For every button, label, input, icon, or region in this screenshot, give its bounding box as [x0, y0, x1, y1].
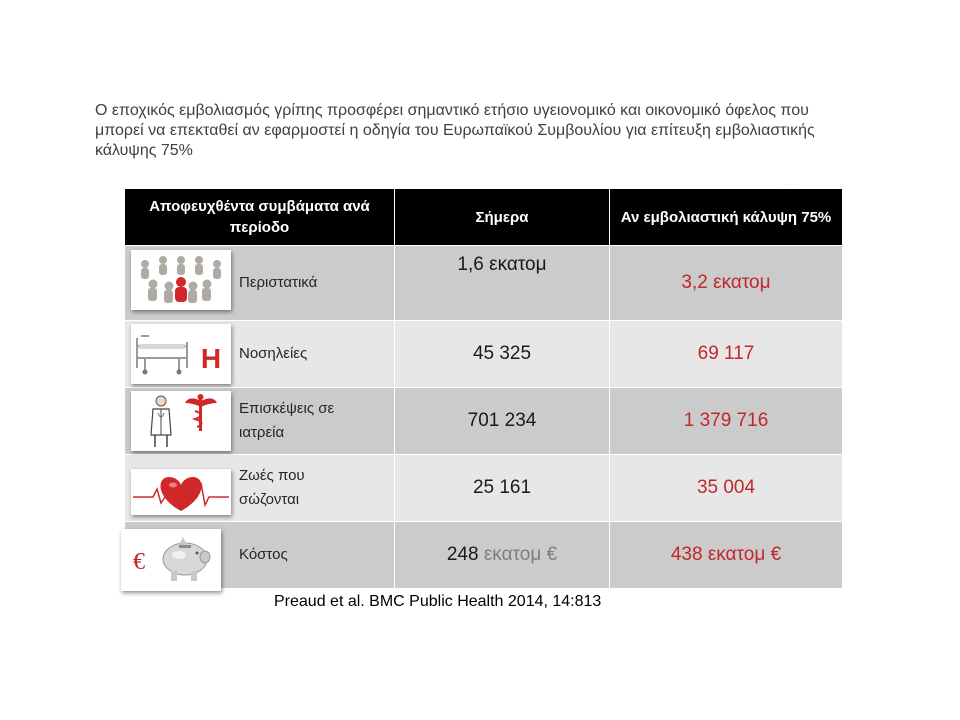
coverage-value: 3,2 εκατομ — [610, 246, 843, 321]
crowd-icon — [131, 250, 231, 310]
table-row — [125, 388, 843, 455]
row-label: Περιστατικά — [239, 274, 318, 291]
category-cell — [125, 522, 395, 589]
row-label: Επισκέψεις σε ιατρεία — [239, 400, 335, 441]
coverage-value: 35 004 — [610, 455, 843, 522]
table-row — [125, 455, 843, 522]
today-value: 45 325 — [395, 321, 610, 388]
header-coverage: Αν εμβολιαστική κάλυψη 75% — [610, 189, 843, 246]
row-label: Ζωές που σώζονται — [239, 467, 305, 508]
hospital-letter: H — [200, 343, 222, 374]
piggy-bank-icon — [121, 529, 221, 591]
citation: Preaud et al. BMC Public Health 2014, 14:813 — [274, 593, 602, 610]
table-row — [125, 321, 843, 388]
today-value: 701 234 — [395, 388, 610, 455]
category-cell — [125, 388, 395, 455]
faint-watermark: · · · · · — [780, 182, 797, 188]
table-header-row — [125, 189, 843, 246]
table-row — [125, 522, 843, 589]
today-value: 25 161 — [395, 455, 610, 522]
heart-icon — [131, 469, 231, 515]
today-unit: εκατομ € — [483, 544, 558, 565]
category-cell — [125, 321, 395, 388]
today-value — [395, 522, 610, 589]
today-number: 248 — [446, 544, 479, 565]
doctor-icon — [131, 391, 231, 451]
hospital-bed-icon — [131, 324, 231, 384]
euro-sign: € — [133, 549, 145, 575]
intro-text: Ο εποχικός εμβολιασμός γρίπης προσφέρει σημαντικό ετήσιο υγειονομικό και οικονομικό όφελος που μπορεί να επεκταθεί αν εφαρμοστεί η οδηγία του Ευρωπαϊκού Συμβουλίου για επίτευξη εμβολιαστικής κάλυψης 75% — [95, 102, 815, 159]
vaccination-benefit-table — [124, 188, 843, 589]
header-events: Αποφευχθέντα συμβάματα ανά περίοδο — [125, 189, 395, 246]
header-today: Σήμερα — [395, 189, 610, 246]
table-row — [125, 246, 843, 321]
category-cell — [125, 455, 395, 522]
coverage-value: 1 379 716 — [610, 388, 843, 455]
today-value: 1,6 εκατομ — [395, 246, 610, 321]
coverage-value: 69 117 — [610, 321, 843, 388]
coverage-value: 438 εκατομ € — [610, 522, 843, 589]
row-label: Νοσηλείες — [239, 345, 308, 362]
row-label: Κόστος — [239, 546, 288, 563]
category-cell — [125, 246, 395, 321]
